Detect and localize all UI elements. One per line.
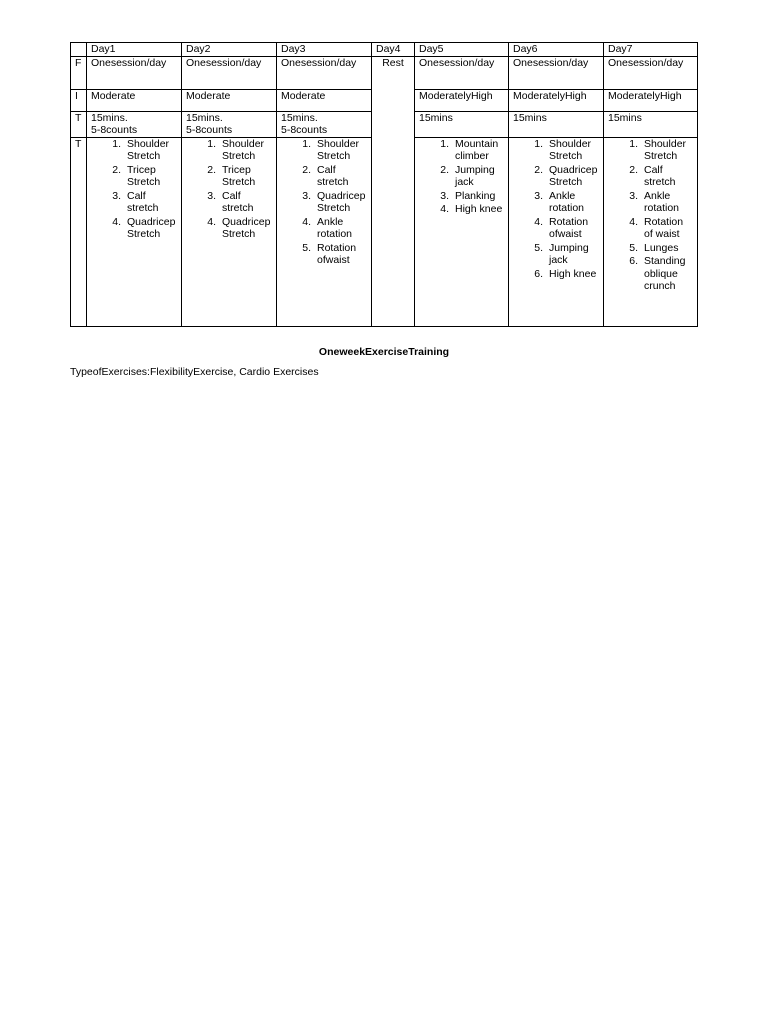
exercise-list <box>281 138 367 267</box>
exercise-name: Shoulder Stretch <box>644 137 687 162</box>
exercise-list <box>186 138 272 241</box>
exercise-name: Mountain climber <box>455 137 499 162</box>
time-line: 5-8counts <box>91 124 138 136</box>
frequency-row <box>71 56 698 89</box>
exercise-name: Tricep Stretch <box>127 163 161 188</box>
exercise-name: Tricep Stretch <box>222 163 256 188</box>
exercise-number: 4. <box>112 215 121 228</box>
exercise-item <box>281 242 367 267</box>
exercise-item <box>186 216 272 241</box>
rest-day-cell: Rest <box>372 56 415 326</box>
frequency-cell: Onesession/day <box>182 56 277 89</box>
exercise-number: 1. <box>112 137 121 150</box>
header-day5: Day5 <box>415 43 509 57</box>
exercise-name: Shoulder Stretch <box>317 137 360 162</box>
exercise-item <box>281 190 367 215</box>
exercise-item <box>513 242 599 267</box>
exercise-item <box>513 268 599 281</box>
exercise-item <box>513 164 599 189</box>
exercise-item <box>513 138 599 163</box>
exercise-number: 2. <box>534 163 543 176</box>
exercise-item <box>608 255 693 293</box>
time-cell <box>182 111 277 137</box>
exercise-list <box>419 138 504 216</box>
exercise-item <box>186 138 272 163</box>
exercise-number: 1. <box>629 137 638 150</box>
exercise-number: 3. <box>629 189 638 202</box>
intensity-cell: ModeratelyHigh <box>415 89 509 111</box>
exercise-number: 3. <box>112 189 121 202</box>
exercise-name: Calf stretch <box>317 163 349 188</box>
header-day7: Day7 <box>604 43 698 57</box>
exercise-name: Ankle rotation <box>317 215 353 240</box>
exercise-name: Rotation ofwaist <box>317 241 357 266</box>
header-day1: Day1 <box>87 43 182 57</box>
intensity-cell: ModeratelyHigh <box>604 89 698 111</box>
time-cell <box>277 111 372 137</box>
intensity-cell: Moderate <box>87 89 182 111</box>
exercise-number: 1. <box>207 137 216 150</box>
header-corner <box>71 43 87 57</box>
exercise-name: Quadricep Stretch <box>222 215 271 240</box>
exercise-name: Planking <box>455 189 496 202</box>
header-day4: Day4 <box>372 43 415 57</box>
frequency-cell: Onesession/day <box>509 56 604 89</box>
frequency-cell: Onesession/day <box>415 56 509 89</box>
exercise-item <box>608 138 693 163</box>
exercise-number: 1. <box>302 137 311 150</box>
exercise-name: Rotation of waist <box>644 215 684 240</box>
exercise-number: 3. <box>302 189 311 202</box>
exercise-name: Ankle rotation <box>644 189 680 214</box>
exercise-item <box>419 203 504 216</box>
exercise-item <box>419 138 504 163</box>
time-line: 5-8counts <box>281 124 328 136</box>
exercise-number: 4. <box>440 203 449 215</box>
exercise-number: 4. <box>629 215 638 228</box>
exercise-item <box>608 190 693 215</box>
exercise-name: Standing oblique crunch <box>644 255 686 292</box>
frequency-cell: Onesession/day <box>604 56 698 89</box>
exercise-item <box>281 138 367 163</box>
exercise-number: 3. <box>534 189 543 202</box>
exercise-list <box>608 138 693 293</box>
time-line: 15mins. <box>186 111 223 124</box>
time-cell <box>509 111 604 137</box>
exercise-name: Quadricep Stretch <box>127 215 176 240</box>
exercise-number: 3. <box>440 189 449 202</box>
frequency-label: F <box>71 56 87 89</box>
exercise-number: 1. <box>440 137 449 150</box>
exercise-number: 2. <box>207 163 216 176</box>
exercise-item <box>419 164 504 189</box>
exercise-number: 4. <box>207 215 216 228</box>
exercise-number: 5. <box>302 241 311 254</box>
time-line: 15mins. <box>91 111 128 124</box>
exercise-cell <box>182 137 277 326</box>
header-day2: Day2 <box>182 43 277 57</box>
frequency-cell: Onesession/day <box>87 56 182 89</box>
time-line: 15mins. <box>281 111 318 124</box>
time-line: 15mins <box>513 111 547 124</box>
exercise-name: Calf stretch <box>222 189 254 214</box>
exercise-name: Ankle rotation <box>549 189 585 214</box>
exercise-number: 1. <box>534 137 543 150</box>
exercise-name: Rotation ofwaist <box>549 215 589 240</box>
time-line: 15mins <box>608 111 642 124</box>
time-cell <box>415 111 509 137</box>
type-label: T <box>71 137 87 326</box>
intensity-cell: ModeratelyHigh <box>509 89 604 111</box>
exercise-item <box>608 164 693 189</box>
exercise-name: Jumping jack <box>549 241 589 266</box>
frequency-cell: Onesession/day <box>277 56 372 89</box>
exercise-item <box>608 242 693 255</box>
time-label: T <box>71 111 87 137</box>
header-day3: Day3 <box>277 43 372 57</box>
exercise-types-line: TypeofExercises:FlexibilityExercise, Cardio Exercises <box>70 366 319 378</box>
time-line: 5-8counts <box>186 124 233 136</box>
exercise-name: Calf stretch <box>644 163 676 188</box>
exercise-cell <box>415 137 509 326</box>
exercise-number: 6. <box>534 267 543 280</box>
exercise-item <box>186 190 272 215</box>
exercise-list <box>513 138 599 281</box>
exercise-cell <box>604 137 698 326</box>
fitt-table <box>70 42 698 327</box>
exercise-name: Shoulder Stretch <box>222 137 265 162</box>
exercise-item <box>91 216 177 241</box>
table-caption: OneweekExerciseTraining <box>318 346 450 358</box>
exercise-name: Shoulder Stretch <box>127 137 170 162</box>
intensity-cell: Moderate <box>182 89 277 111</box>
exercise-number: 5. <box>629 241 638 254</box>
exercise-item <box>513 190 599 215</box>
exercise-name: Jumping jack <box>455 163 495 188</box>
exercise-cell <box>277 137 372 326</box>
exercise-number: 5. <box>534 241 543 254</box>
time-cell <box>87 111 182 137</box>
intensity-label: I <box>71 89 87 111</box>
exercise-number: 6. <box>629 255 638 267</box>
exercise-name: Calf stretch <box>127 189 159 214</box>
exercise-name: High knee <box>549 267 597 280</box>
time-cell <box>604 111 698 137</box>
exercise-name: Quadricep Stretch <box>317 189 366 214</box>
exercise-number: 2. <box>629 163 638 176</box>
exercise-list <box>91 138 177 241</box>
exercise-item <box>281 216 367 241</box>
exercise-item <box>186 164 272 189</box>
exercise-name: Lunges <box>644 241 679 254</box>
header-row <box>71 43 698 57</box>
exercise-cell <box>509 137 604 326</box>
intensity-cell: Moderate <box>277 89 372 111</box>
exercise-item <box>91 190 177 215</box>
exercise-number: 3. <box>207 189 216 202</box>
exercise-number: 4. <box>534 215 543 228</box>
exercise-name: High knee <box>455 203 503 215</box>
exercise-item <box>281 164 367 189</box>
exercise-number: 2. <box>112 163 121 176</box>
time-line: 15mins <box>419 111 453 124</box>
exercise-cell <box>87 137 182 326</box>
exercise-item <box>91 138 177 163</box>
exercise-item <box>91 164 177 189</box>
header-day6: Day6 <box>509 43 604 57</box>
exercise-name: Shoulder Stretch <box>549 137 592 162</box>
exercise-number: 4. <box>302 215 311 228</box>
exercise-number: 2. <box>302 163 311 176</box>
exercise-item <box>608 216 693 241</box>
exercise-name: Quadricep Stretch <box>549 163 598 188</box>
exercise-number: 2. <box>440 163 449 176</box>
exercise-item <box>513 216 599 241</box>
exercise-item <box>419 190 504 203</box>
